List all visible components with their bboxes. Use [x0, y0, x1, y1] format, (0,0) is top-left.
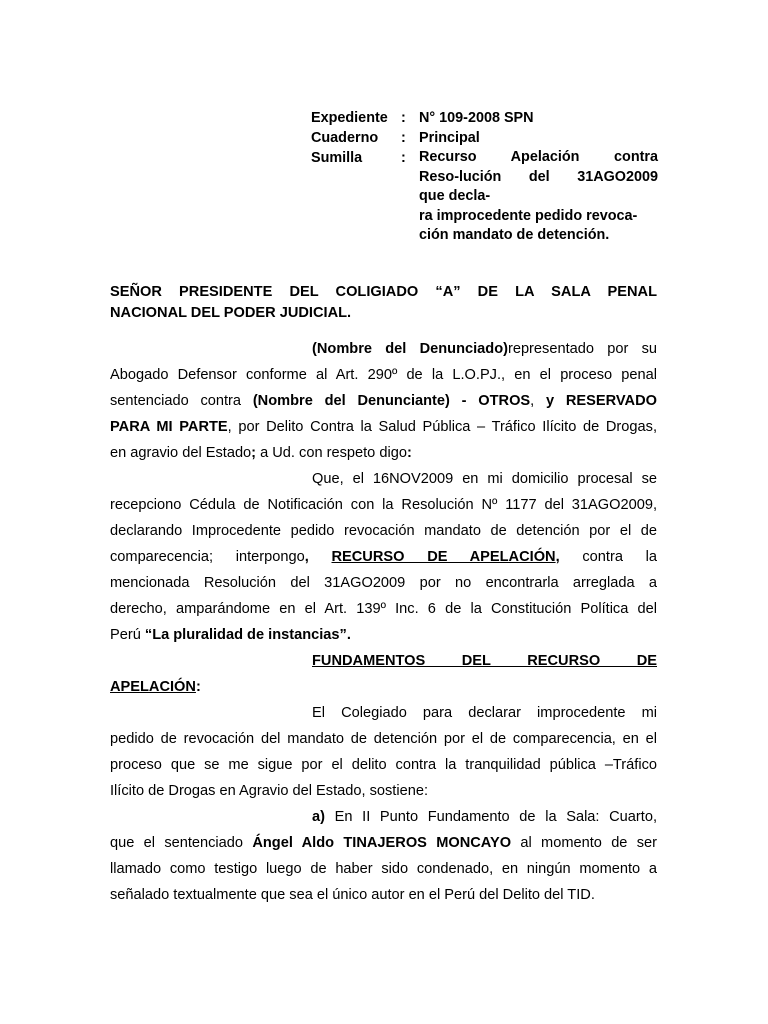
fundamentos-heading-text: FUNDAMENTOS DEL RECURSO DE [312, 653, 657, 669]
text-run: que el sentenciado [110, 835, 253, 851]
paragraph-line [110, 336, 657, 362]
expediente-value: N° 109-2008 SPN [419, 110, 534, 126]
paragraph-line: pedido de revocación del mandato de detención por el de comparecencia, en el [110, 731, 657, 747]
cuaderno-row [311, 128, 658, 148]
paragraph-line: Que, el 16NOV2009 en mi domicilio procesal se [312, 471, 657, 487]
text-run: En II Punto Fundamento de la Sala: Cuarto, [324, 809, 657, 825]
sumilla-line: Reso-lución del 31AGO2009 [419, 168, 658, 185]
expediente-label: Expediente [311, 110, 388, 126]
text-run: representado por su [507, 341, 657, 357]
apelacion-heading-text: APELACIÓN [110, 679, 196, 695]
fundamentos-heading [110, 648, 657, 674]
paragraph-line: señalado textualmente que sea el único autor en el Perú del Delito del TID. [110, 887, 595, 903]
paragraph-line: Abogado Defensor conforme al Art. 290º de la L.O.PJ., en el proceso penal [110, 367, 657, 383]
bold-run: : [406, 445, 412, 461]
sumilla-line: ra improcedente pedido revoca- [419, 207, 638, 224]
text-run: , por Delito Contra la Salud Pública – Tráfico Ilícito de Drogas, [227, 419, 657, 435]
paragraph-line: El Colegiado para declarar improcedente mi [312, 705, 657, 721]
text-run: a Ud. con respeto digo [256, 445, 407, 461]
sumilla-line: que decla- [419, 188, 491, 204]
bold-run: y RESERVADO [546, 393, 657, 409]
paragraph-line: recepciono Cédula de Notificación con la Resolución Nº 1177 del 31AGO2009, [110, 497, 657, 513]
paragraph-line: proceso que se me sigue por el delito contra la tranquilidad pública –Tráfico [110, 757, 657, 773]
text-run: contra la [559, 549, 657, 565]
document-body [110, 336, 657, 908]
cuaderno-label: Cuaderno [311, 130, 379, 146]
item-marker: a) [312, 809, 325, 825]
paragraph-line [110, 440, 657, 466]
text-run: al momento de ser [511, 835, 657, 851]
title-line-1: SEÑOR PRESIDENTE DEL COLIGIADO “A” DE LA SALA PENAL [110, 284, 657, 300]
paragraph-line [110, 804, 657, 830]
recurso-apelacion-heading: RECURSO DE APELACIÓN [331, 549, 556, 565]
cuaderno-value: Principal [419, 130, 480, 146]
paragraph-line: Ilícito de Drogas en Agravio del Estado, sostiene: [110, 783, 429, 799]
paragraph-line: derecho, amparándome en el Art. 139º Inc. 6 de la Constitución Política del [110, 601, 657, 617]
bold-run: PARA MI PARTE [110, 419, 228, 435]
denunciado-placeholder: (Nombre del Denunciado) [312, 341, 508, 357]
case-header [311, 108, 658, 246]
bold-run: “La pluralidad de instancias”. [144, 627, 351, 643]
addressee-title [110, 282, 657, 323]
paragraph-line [110, 388, 657, 414]
text-run: Perú [110, 627, 145, 643]
paragraph-line: mencionada Resolución del 31AGO2009 por no encontrarla arreglada a [110, 575, 657, 591]
sumilla-label: Sumilla [311, 150, 363, 166]
bold-run: , [555, 549, 560, 565]
text-run: sentenciado contra [110, 393, 253, 409]
sumilla-line: ción mandato de detención. [419, 227, 610, 243]
bold-run: : [195, 679, 201, 695]
sumilla-row [311, 148, 658, 246]
fundamentos-heading-cont [110, 674, 657, 700]
bold-run: , [304, 549, 309, 565]
paragraph-line: declarando Improcedente pedido revocación mandato de detención por el de [110, 523, 657, 539]
sumilla-line: Recurso Apelación contra [419, 149, 658, 165]
person-name: Ángel Aldo TINAJEROS MONCAYO [252, 835, 512, 851]
paragraph-line [110, 544, 657, 570]
paragraph-line: llamado como testigo luego de haber sido condenado, en ningún momento a [110, 861, 657, 877]
paragraph-line [110, 414, 657, 440]
cuaderno-colon: : [401, 130, 406, 146]
text-run: , [530, 393, 546, 409]
paragraph-line [110, 622, 657, 648]
bold-run: ; [251, 445, 257, 461]
paragraph-line [110, 830, 657, 856]
expediente-row [311, 108, 658, 128]
title-line-2: NACIONAL DEL PODER JUDICIAL. [110, 304, 352, 321]
sumilla-colon: : [401, 150, 406, 166]
denunciante-placeholder: (Nombre del Denunciante) - OTROS [252, 393, 531, 409]
text-run: en agravio del Estado [110, 445, 252, 461]
expediente-colon: : [401, 110, 406, 126]
sumilla-value [419, 148, 658, 246]
text-run: comparecencia; interpongo [110, 549, 305, 565]
